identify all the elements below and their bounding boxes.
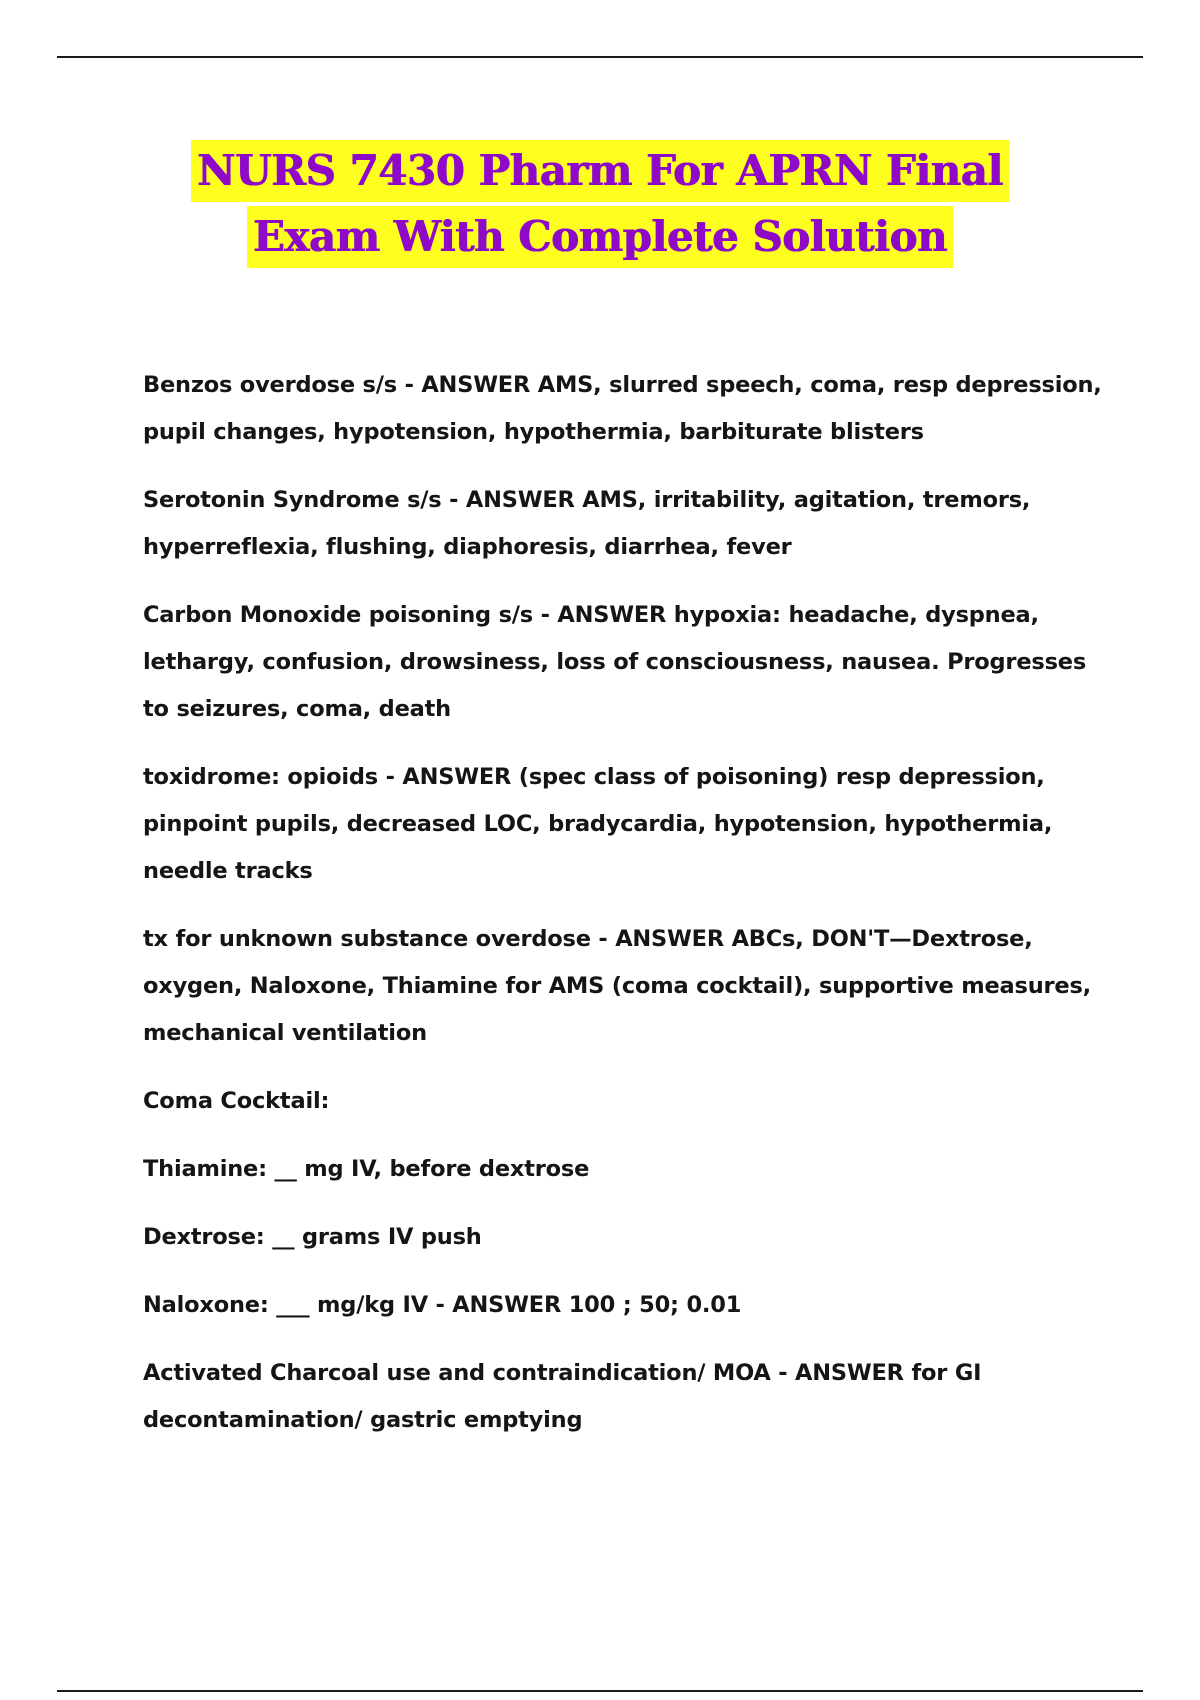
qa-item-activated-charcoal: Activated Charcoal use and contraindication/ MOA - ANSWER for GI decontamination/ gastric emptying bbox=[143, 1360, 982, 1433]
qa-item-naloxone: Naloxone: ___ mg/kg IV - ANSWER 100 ; 50; 0.01 bbox=[143, 1292, 742, 1318]
title-line-2-wrap bbox=[0, 206, 1200, 272]
qa-list bbox=[143, 362, 1103, 1465]
footer-rule bbox=[57, 1690, 1143, 1692]
title-line-1: NURS 7430 Pharm For APRN Final bbox=[191, 140, 1009, 202]
document-title bbox=[0, 140, 1200, 272]
title-line-2: Exam With Complete Solution bbox=[247, 206, 953, 268]
qa-item-benzos-overdose: Benzos overdose s/s - ANSWER AMS, slurred speech, coma, resp depression, pupil changes, hypotension, hypothermia, barbiturate blisters bbox=[143, 372, 1102, 445]
qa-item-serotonin-syndrome: Serotonin Syndrome s/s - ANSWER AMS, irritability, agitation, tremors, hyperreflexia, flushing, diaphoresis, diarrhea, fever bbox=[143, 487, 1031, 560]
qa-item-toxidrome-opioids: toxidrome: opioids - ANSWER (spec class of poisoning) resp depression, pinpoint pupils, decreased LOC, bradycardia, hypotension, hypothermia, needle tracks bbox=[143, 764, 1053, 884]
header-rule bbox=[57, 56, 1143, 58]
qa-item-thiamine: Thiamine: __ mg IV, before dextrose bbox=[143, 1156, 590, 1182]
qa-item-carbon-monoxide: Carbon Monoxide poisoning s/s - ANSWER hypoxia: headache, dyspnea, lethargy, confusion, drowsiness, loss of consciousness, nausea. Progresses to seizures, coma, death bbox=[143, 602, 1087, 722]
qa-item-unknown-overdose-tx: tx for unknown substance overdose - ANSWER ABCs, DON'T—Dextrose, oxygen, Naloxone, Thiamine for AMS (coma cocktail), supportive measures, mechanical ventilation bbox=[143, 926, 1092, 1046]
qa-item-dextrose: Dextrose: __ grams IV push bbox=[143, 1224, 482, 1250]
qa-item-coma-cocktail-heading: Coma Cocktail: bbox=[143, 1088, 330, 1114]
title-line-1-wrap bbox=[0, 140, 1200, 206]
